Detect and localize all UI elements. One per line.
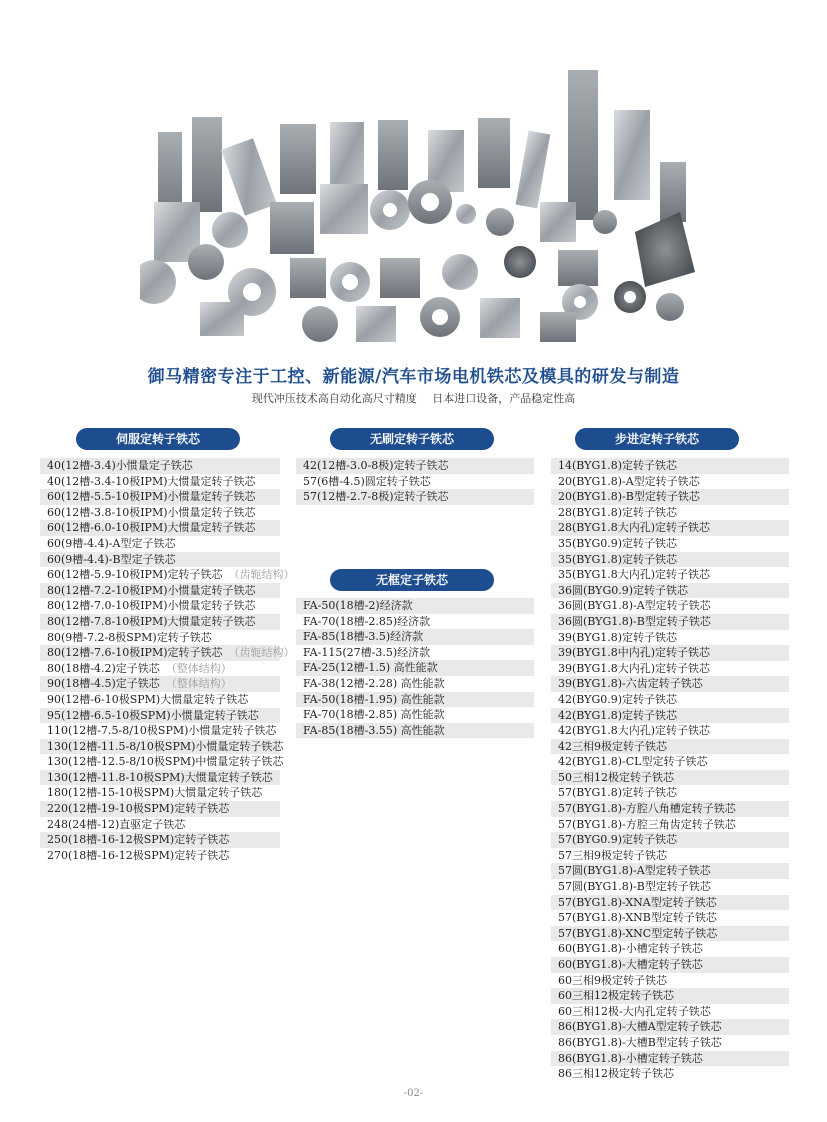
item-label: 180(12槽-15-10极SPM)大惯量定转子铁芯 xyxy=(47,786,263,800)
subline xyxy=(0,390,827,406)
list-item xyxy=(40,708,280,724)
list-item xyxy=(551,708,789,724)
item-label: 42三相9极定转子铁芯 xyxy=(558,739,667,753)
subline-left: 现代冲压技术高自动化高尺寸精度 xyxy=(251,392,417,405)
item-label: FA-70(18槽-2.85)经济款 xyxy=(303,614,431,628)
list-item xyxy=(551,973,789,989)
list-item xyxy=(296,723,534,739)
list-item xyxy=(40,552,280,568)
item-label: 60三相9极定转子铁芯 xyxy=(558,973,667,987)
item-label: 80(18槽-4.2)定子铁芯 xyxy=(47,661,160,675)
hero-product-image xyxy=(140,62,700,347)
item-label: FA-115(27槽-3.5)经济款 xyxy=(303,645,431,659)
item-label: 20(BYG1.8)-B型定转子铁芯 xyxy=(558,490,700,504)
item-label: 60三相12极-大内孔定转子铁芯 xyxy=(558,1004,711,1018)
item-label: 57圆(BYG1.8)-B型定转子铁芯 xyxy=(558,880,711,894)
item-label: 35(BYG1.8)定转子铁芯 xyxy=(558,552,678,566)
item-label: 20(BYG1.8)-A型定转子铁芯 xyxy=(558,474,700,488)
list-item xyxy=(551,1035,789,1051)
list-item xyxy=(40,536,280,552)
item-label: 86(BYG1.8)-小槽定转子铁芯 xyxy=(558,1051,703,1065)
list-item xyxy=(40,785,280,801)
item-label: 57三相9极定转子铁芯 xyxy=(558,848,667,862)
list-item xyxy=(40,583,280,599)
item-label: 57(BYG1.8)-XNB型定转子铁芯 xyxy=(558,911,717,925)
list-item xyxy=(40,661,280,677)
list-item xyxy=(40,832,280,848)
item-label: 42(BYG0.9)定转子铁芯 xyxy=(558,692,678,706)
item-label: 80(12槽-7.6-10极IPM)定转子铁芯 xyxy=(47,646,223,660)
item-label: 57(BYG1.8)-XNA型定转子铁芯 xyxy=(558,895,717,909)
list-item xyxy=(551,863,789,879)
item-note: （齿轭结构） xyxy=(228,568,295,582)
list-item xyxy=(551,583,789,599)
item-label: 80(9槽-7.2-8极SPM)定转子铁芯 xyxy=(47,630,212,644)
item-label: 80(12槽-7.0-10极IPM)小惯量定转子铁芯 xyxy=(47,599,256,613)
list-item xyxy=(40,630,280,646)
list-item xyxy=(296,692,534,708)
item-label: 14(BYG1.8)定转子铁芯 xyxy=(558,459,678,472)
list-item xyxy=(551,801,789,817)
item-label: 60(9槽-4.4)-B型定子铁芯 xyxy=(47,552,176,566)
item-label: 86(BYG1.8)-大槽B型定转子铁芯 xyxy=(558,1035,722,1049)
list-item xyxy=(551,520,789,536)
list-item xyxy=(551,692,789,708)
list-item xyxy=(296,660,534,676)
list-item xyxy=(551,661,789,677)
list-item xyxy=(551,895,789,911)
list-item xyxy=(551,941,789,957)
frameless-section-title: 无框定子铁芯 xyxy=(330,569,494,591)
list-item xyxy=(40,489,280,505)
list-item xyxy=(296,458,534,474)
list-item xyxy=(296,474,534,490)
list-item xyxy=(551,926,789,942)
list-item xyxy=(40,770,280,786)
list-item xyxy=(551,739,789,755)
list-item xyxy=(40,598,280,614)
item-label: 250(18槽-16-12极SPM)定转子铁芯 xyxy=(47,833,230,847)
item-label: 86三相12极定转子铁芯 xyxy=(558,1067,674,1081)
item-label: FA-38(12槽-2.28) 高性能款 xyxy=(303,676,445,690)
item-label: 57(BYG0.9)定转子铁芯 xyxy=(558,833,678,847)
list-item xyxy=(296,707,534,723)
list-item xyxy=(551,567,789,583)
item-label: 57(BYG1.8)-XNC型定转子铁芯 xyxy=(558,926,718,940)
list-item xyxy=(40,817,280,833)
item-label: 90(12槽-6-10极SPM)大惯量定转子铁芯 xyxy=(47,692,249,706)
item-label: FA-50(18槽-2)经济款 xyxy=(303,599,413,612)
item-label: 220(12槽-19-10极SPM)定转子铁芯 xyxy=(47,802,230,816)
list-item xyxy=(551,505,789,521)
item-label: 42(12槽-3.0-8极)定转子铁芯 xyxy=(303,459,449,472)
list-item xyxy=(40,754,284,770)
stepper-section-title: 步进定转子铁芯 xyxy=(575,428,739,450)
list-item xyxy=(40,739,284,755)
servo-section-title: 伺服定转子铁芯 xyxy=(76,428,240,450)
item-label: FA-85(18槽-3.55) 高性能款 xyxy=(303,723,445,737)
list-item xyxy=(551,552,789,568)
item-label: 42(BYG1.8)-CL型定转子铁芯 xyxy=(558,755,708,769)
list-item xyxy=(40,614,280,630)
list-item xyxy=(40,474,280,490)
item-label: 270(18槽-16-12极SPM)定转子铁芯 xyxy=(47,848,230,862)
item-label: 60(BYG1.8)-小槽定转子铁芯 xyxy=(558,942,703,956)
item-label: 57(BYG1.8)定转子铁芯 xyxy=(558,786,678,800)
item-label: 60(BYG1.8)-大槽定转子铁芯 xyxy=(558,958,703,971)
item-label: 50三相12极定转子铁芯 xyxy=(558,770,674,784)
item-label: 80(12槽-7.2-10极IPM)小惯量定转子铁芯 xyxy=(47,583,256,597)
item-label: 36圆(BYG1.8)-A型定转子铁芯 xyxy=(558,599,711,613)
item-label: 39(BYG1.8)定转子铁芯 xyxy=(558,630,678,644)
item-label: 130(12槽-12.5-8/10极SPM)中惯量定转子铁芯 xyxy=(47,755,284,769)
list-item xyxy=(551,817,789,833)
servo-list xyxy=(40,458,295,863)
item-label: 57(12槽-2.7-8极)定转子铁芯 xyxy=(303,490,449,504)
item-note: （整体结构） xyxy=(165,661,232,675)
list-item xyxy=(296,629,534,645)
list-item xyxy=(296,489,534,505)
item-label: 248(24槽-12)直驱定子铁芯 xyxy=(47,817,186,831)
list-item xyxy=(40,645,295,661)
list-item xyxy=(551,1051,789,1067)
list-item xyxy=(551,1019,789,1035)
item-note: （整体结构） xyxy=(165,677,232,691)
stepper-list xyxy=(551,458,789,1082)
list-item xyxy=(551,988,789,1004)
item-label: FA-50(18槽-1.95) 高性能款 xyxy=(303,692,445,706)
list-item xyxy=(551,598,789,614)
list-item xyxy=(551,785,789,801)
list-item xyxy=(551,614,789,630)
item-label: 39(BYG1.8大内孔)定转子铁芯 xyxy=(558,661,711,675)
item-label: 40(12槽-3.4)小惯量定子铁芯 xyxy=(47,459,193,472)
list-item xyxy=(296,676,534,692)
item-label: 40(12槽-3.4-10极IPM)大惯量定转子铁芯 xyxy=(47,474,256,488)
item-label: 42(BYG1.8)定转子铁芯 xyxy=(558,708,678,722)
list-item xyxy=(40,801,280,817)
item-label: 57(6槽-4.5)圆定转子铁芯 xyxy=(303,474,431,488)
list-item xyxy=(551,770,789,786)
list-item xyxy=(40,520,280,536)
item-label: 86(BYG1.8)-大槽A型定转子铁芯 xyxy=(558,1020,722,1034)
list-item xyxy=(551,1066,789,1082)
frameless-list xyxy=(296,598,534,738)
item-label: 35(BYG1.8大内孔)定转子铁芯 xyxy=(558,568,711,582)
list-item xyxy=(40,567,295,583)
list-item xyxy=(551,754,789,770)
item-label: 60(12槽-6.0-10极IPM)大惯量定转子铁芯 xyxy=(47,521,256,535)
list-item xyxy=(296,645,534,661)
list-item xyxy=(40,848,280,864)
item-label: 60(12槽-3.8-10极IPM)小惯量定转子铁芯 xyxy=(47,505,256,519)
page-number: -02- xyxy=(403,1088,424,1099)
item-label: FA-25(12槽-1.5) 高性能款 xyxy=(303,661,438,675)
item-label: 42(BYG1.8大内孔)定转子铁芯 xyxy=(558,724,711,738)
brushless-section-title: 无刷定转子铁芯 xyxy=(330,428,494,450)
item-label: 57(BYG1.8)-方腔三角齿定转子铁芯 xyxy=(558,817,736,831)
list-item xyxy=(40,723,280,739)
list-item xyxy=(40,458,280,474)
list-item xyxy=(551,645,789,661)
item-label: 35(BYG0.9)定转子铁芯 xyxy=(558,536,678,550)
list-item xyxy=(40,692,280,708)
item-label: 57圆(BYG1.8)-A型定转子铁芯 xyxy=(558,864,711,878)
item-label: 28(BYG1.8大内孔)定转子铁芯 xyxy=(558,521,711,535)
item-label: 39(BYG1.8中内孔)定转子铁芯 xyxy=(558,646,711,660)
item-label: 80(12槽-7.8-10极IPM)大惯量定转子铁芯 xyxy=(47,614,256,628)
item-label: 60(12槽-5.9-10极IPM)定转子铁芯 xyxy=(47,568,223,582)
item-label: 39(BYG1.8)-六齿定转子铁芯 xyxy=(558,677,703,691)
list-item xyxy=(296,614,534,630)
item-label: 130(12槽-11.5-8/10极SPM)小惯量定转子铁芯 xyxy=(47,739,284,753)
item-label: 130(12槽-11.8-10极SPM)大惯量定转子铁芯 xyxy=(47,770,273,784)
brushless-list xyxy=(296,458,534,505)
item-label: 57(BYG1.8)-方腔八角槽定转子铁芯 xyxy=(558,802,736,816)
item-label: 60(12槽-5.5-10极IPM)小惯量定转子铁芯 xyxy=(47,490,256,504)
item-label: 110(12槽-7.5-8/10极SPM)小惯量定转子铁芯 xyxy=(47,724,277,738)
item-label: 28(BYG1.8)定转子铁芯 xyxy=(558,505,678,519)
list-item xyxy=(551,489,789,505)
list-item xyxy=(551,1004,789,1020)
item-label: 36圆(BYG1.8)-B型定转子铁芯 xyxy=(558,614,711,628)
list-item xyxy=(551,676,789,692)
item-label: 90(18槽-4.5)定子铁芯 xyxy=(47,677,160,691)
list-item xyxy=(551,474,789,490)
item-label: FA-85(18槽-3.5)经济款 xyxy=(303,630,424,644)
list-item xyxy=(551,832,789,848)
item-label: 60三相12极定转子铁芯 xyxy=(558,989,674,1003)
subline-right: 日本进口设备，产品稳定性高 xyxy=(432,392,576,405)
list-item xyxy=(551,536,789,552)
list-item xyxy=(551,910,789,926)
item-label: 95(12槽-6.5-10极SPM)小惯量定转子铁芯 xyxy=(47,708,259,722)
list-item xyxy=(551,723,789,739)
list-item xyxy=(551,458,789,474)
item-label: FA-70(18槽-2.85) 高性能款 xyxy=(303,708,445,722)
item-note: （齿轭结构） xyxy=(228,646,295,660)
headline: 御马精密专注于工控、新能源/汽车市场电机铁芯及模具的研发与制造 xyxy=(147,367,680,387)
list-item xyxy=(40,676,280,692)
list-item xyxy=(551,879,789,895)
list-item xyxy=(551,630,789,646)
item-label: 36圆(BYG0.9)定转子铁芯 xyxy=(558,583,689,597)
list-item xyxy=(551,848,789,864)
list-item xyxy=(296,598,534,614)
list-item xyxy=(551,957,789,973)
item-label: 60(9槽-4.4)-A型定子铁芯 xyxy=(47,536,176,550)
list-item xyxy=(40,505,280,521)
